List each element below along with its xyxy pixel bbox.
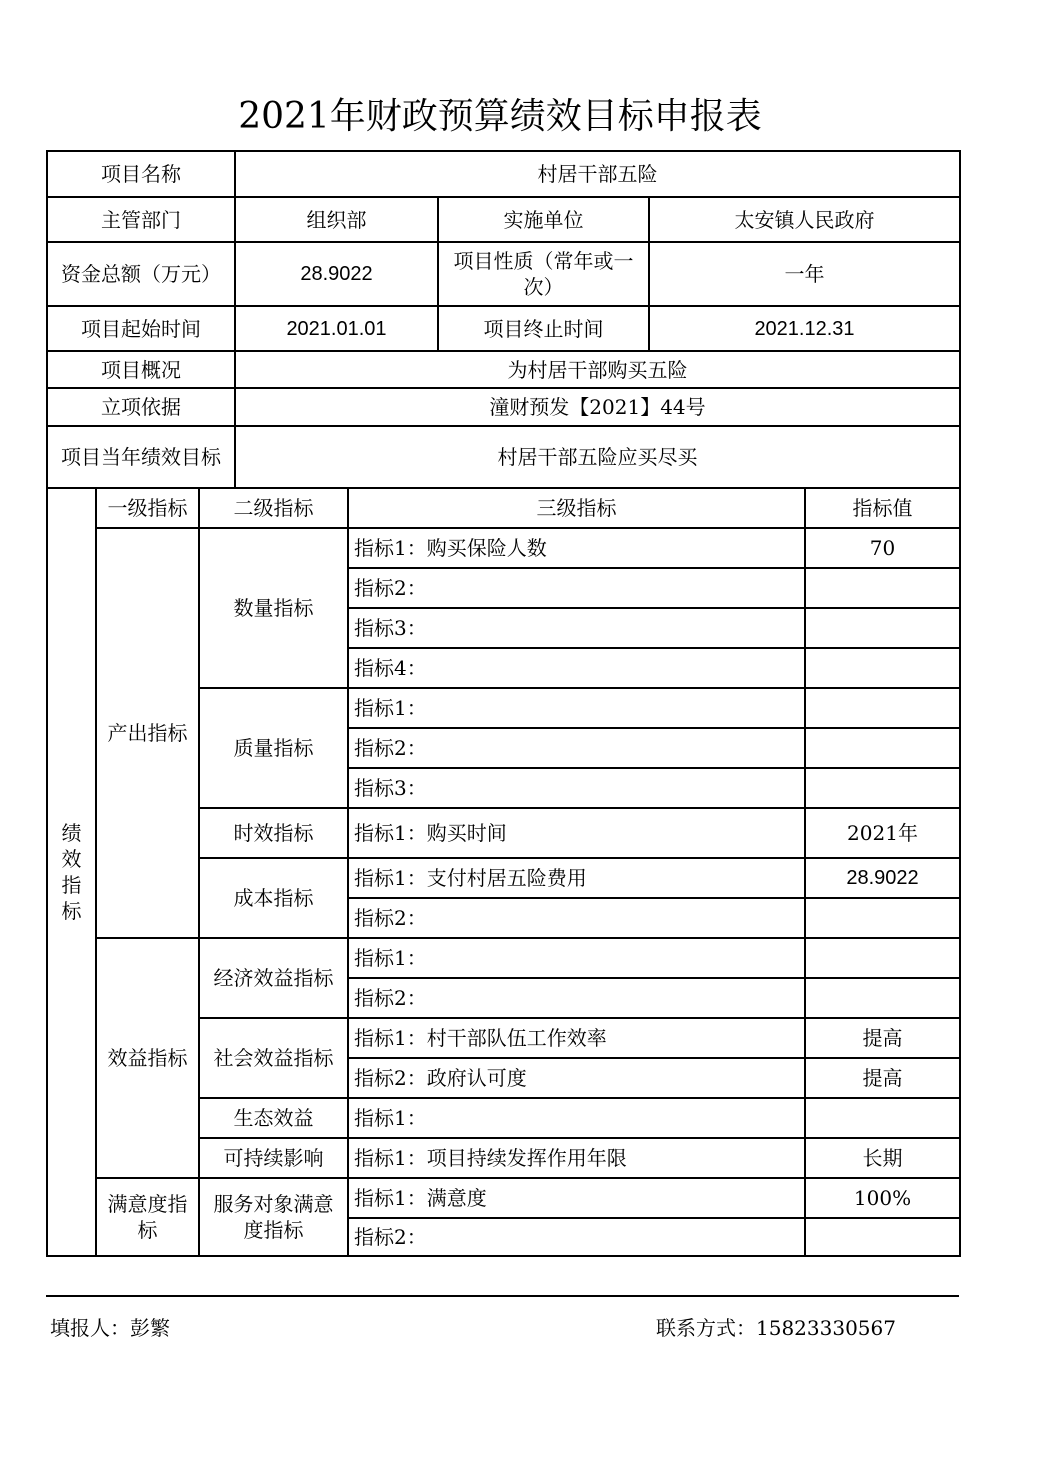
- indicator-name: 指标1：购买保险人数: [348, 528, 805, 568]
- fund-value: 28.9022: [235, 242, 438, 306]
- quality-indicator: 质量指标: [199, 688, 348, 808]
- contact-info: 联系方式：15823330567: [656, 1316, 896, 1340]
- indicator-value: [805, 1098, 960, 1138]
- table-row: [47, 938, 960, 978]
- output-indicator: 产出指标: [96, 528, 199, 938]
- overview-value: 为村居干部购买五险: [235, 351, 960, 388]
- indicator-value: 100%: [805, 1178, 960, 1218]
- indicator-value: [805, 688, 960, 728]
- budget-form-table: [46, 150, 961, 1257]
- indicator-value: [805, 978, 960, 1018]
- page-title: 2021年财政预算绩效目标申报表: [238, 96, 762, 137]
- indicator-name: 指标2：政府认可度: [348, 1058, 805, 1098]
- indicator-value: [805, 568, 960, 608]
- fund-label: 资金总额（万元）: [47, 242, 235, 306]
- start-label: 项目起始时间: [47, 306, 235, 351]
- unit-value: 太安镇人民政府: [649, 197, 960, 242]
- col-level3-header: 三级指标: [348, 488, 805, 528]
- indicator-value: [805, 1218, 960, 1256]
- benefit-indicator: 效益指标: [96, 938, 199, 1178]
- end-label: 项目终止时间: [438, 306, 649, 351]
- row-basis: [47, 388, 960, 426]
- goal-label: 项目当年绩效目标: [47, 426, 235, 488]
- sustainable-indicator: 可持续影响: [199, 1138, 348, 1178]
- row-goal: [47, 426, 960, 488]
- social-indicator: 社会效益指标: [199, 1018, 348, 1098]
- indicator-value: [805, 938, 960, 978]
- indicator-name: 指标2：: [348, 568, 805, 608]
- project-name-value: 村居干部五险: [235, 151, 960, 197]
- overview-label: 项目概况: [47, 351, 235, 388]
- indicator-name: 指标2：: [348, 1218, 805, 1256]
- table-row: [47, 1178, 960, 1218]
- col-value-header: 指标值: [805, 488, 960, 528]
- goal-value: 村居干部五险应买尽买: [235, 426, 960, 488]
- indicator-name: 指标1：购买时间: [348, 808, 805, 858]
- indicator-name: 指标4：: [348, 648, 805, 688]
- cost-indicator: 成本指标: [199, 858, 348, 938]
- indicator-name: 指标3：: [348, 768, 805, 808]
- indicator-value: 提高: [805, 1018, 960, 1058]
- row-overview: [47, 351, 960, 388]
- indicator-name: 指标1：满意度: [348, 1178, 805, 1218]
- indicator-header-row: [47, 488, 960, 528]
- performance-indicator-side-label: [47, 488, 96, 1256]
- economic-indicator: 经济效益指标: [199, 938, 348, 1018]
- row-dates: [47, 306, 960, 351]
- ecological-indicator: 生态效益: [199, 1098, 348, 1138]
- satisfaction-indicator: 满意度指标: [96, 1178, 199, 1256]
- indicator-name: 指标1：项目持续发挥作用年限: [348, 1138, 805, 1178]
- indicator-name: 指标1：: [348, 1098, 805, 1138]
- end-value: 2021.12.31: [649, 306, 960, 351]
- indicator-value: [805, 898, 960, 938]
- indicator-value: 长期: [805, 1138, 960, 1178]
- basis-value: 潼财预发【2021】44号: [235, 388, 960, 426]
- indicator-value: 28.9022: [805, 858, 960, 898]
- indicator-value: 70: [805, 528, 960, 568]
- nature-value: 一年: [649, 242, 960, 306]
- indicator-value: 提高: [805, 1058, 960, 1098]
- row-fund: [47, 242, 960, 306]
- footer-divider: [46, 1295, 959, 1297]
- indicator-value: 2021年: [805, 808, 960, 858]
- basis-label: 立项依据: [47, 388, 235, 426]
- col-level1-header: 一级指标: [96, 488, 199, 528]
- indicator-value: [805, 648, 960, 688]
- filler-name: 填报人：彭繁: [50, 1316, 170, 1340]
- indicator-value: [805, 768, 960, 808]
- timeliness-indicator: 时效指标: [199, 808, 348, 858]
- indicator-name: 指标2：: [348, 898, 805, 938]
- project-name-label: 项目名称: [47, 151, 235, 197]
- quantity-indicator: 数量指标: [199, 528, 348, 688]
- side-label-text: 绩效指标: [61, 821, 82, 923]
- indicator-name: 指标3：: [348, 608, 805, 648]
- indicator-name: 指标2：: [348, 978, 805, 1018]
- col-level2-header: 二级指标: [199, 488, 348, 528]
- unit-label: 实施单位: [438, 197, 649, 242]
- indicator-name: 指标1：村干部队伍工作效率: [348, 1018, 805, 1058]
- indicator-name: 指标1：: [348, 688, 805, 728]
- indicator-value: [805, 728, 960, 768]
- service-satisfaction-indicator: 服务对象满意度指标: [199, 1178, 348, 1256]
- table-row: [47, 528, 960, 568]
- indicator-name: 指标2：: [348, 728, 805, 768]
- dept-value: 组织部: [235, 197, 438, 242]
- indicator-value: [805, 608, 960, 648]
- nature-label: 项目性质（常年或一次）: [438, 242, 649, 306]
- dept-label: 主管部门: [47, 197, 235, 242]
- start-value: 2021.01.01: [235, 306, 438, 351]
- row-project-name: [47, 151, 960, 197]
- row-dept: [47, 197, 960, 242]
- indicator-name: 指标1：支付村居五险费用: [348, 858, 805, 898]
- indicator-name: 指标1：: [348, 938, 805, 978]
